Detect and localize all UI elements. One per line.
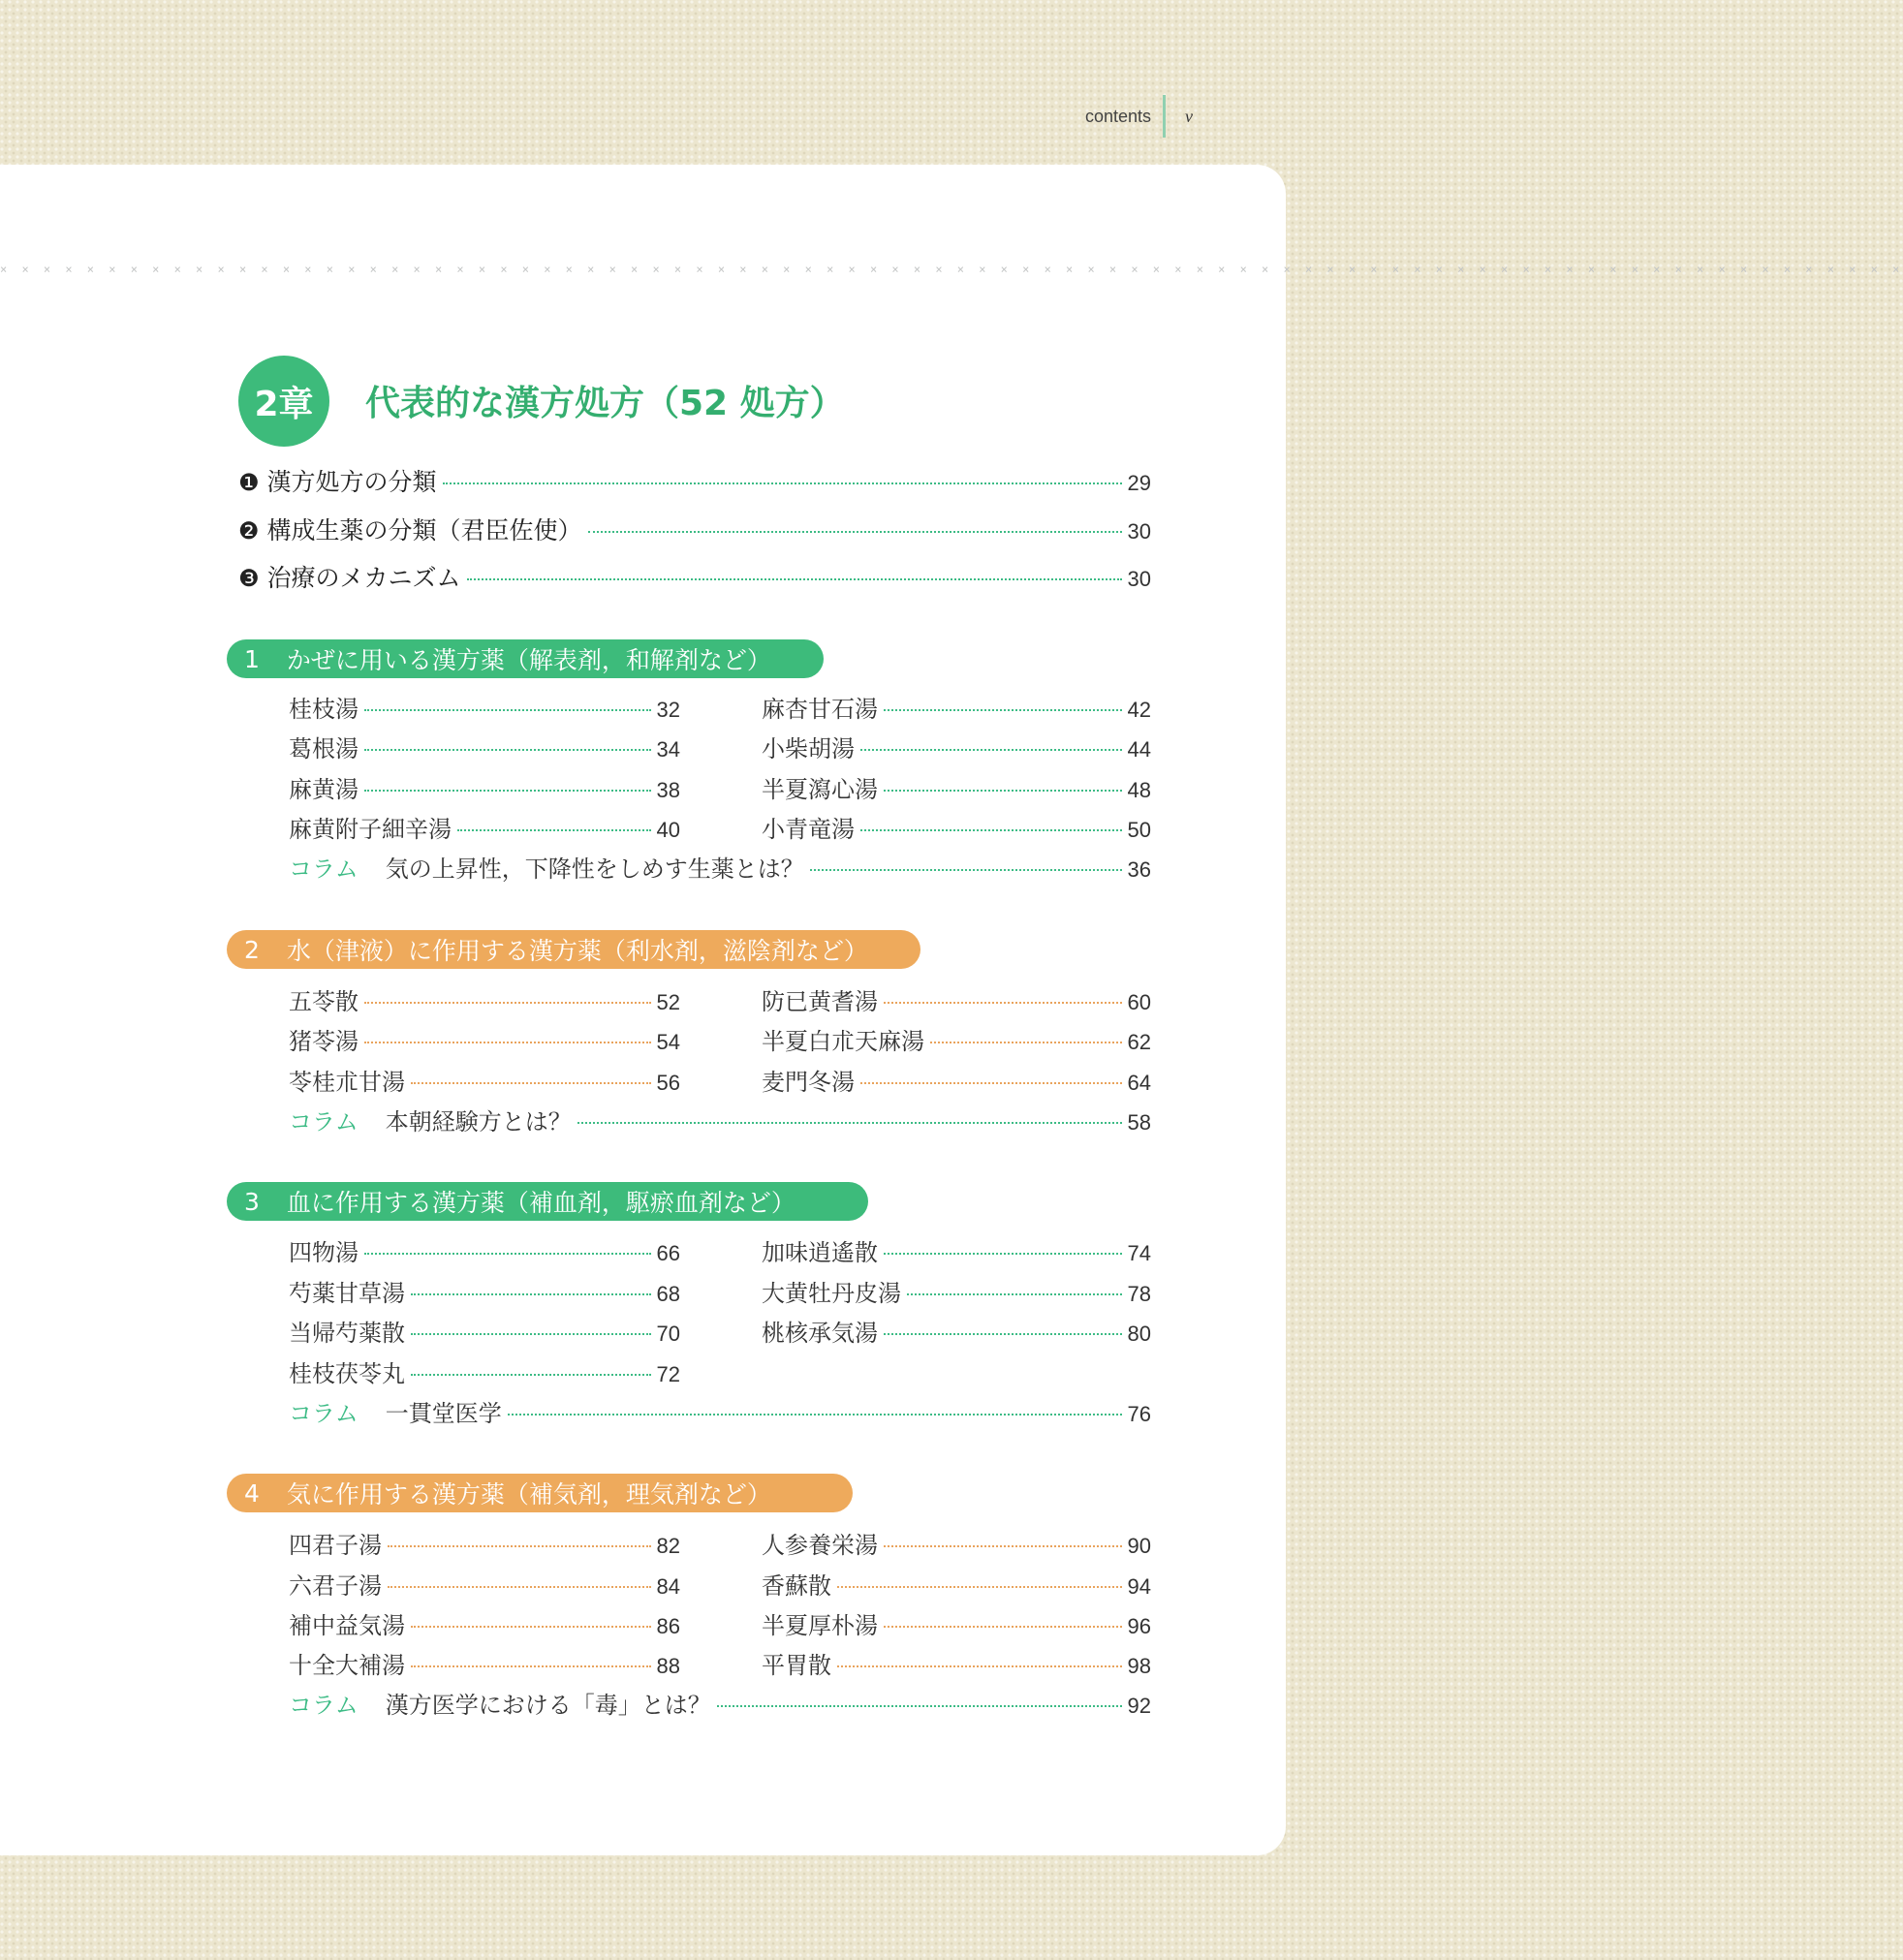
entry-title: 治療のメカニズム bbox=[266, 564, 461, 592]
column-page: 76 bbox=[1127, 1402, 1151, 1426]
entry-title: 漢方処方の分類 bbox=[266, 468, 437, 496]
dot-leader bbox=[467, 578, 1122, 580]
section-number: 3 bbox=[244, 1187, 260, 1216]
prescription-name: 香蘇散 bbox=[762, 1572, 831, 1600]
prescription-entry[interactable] bbox=[762, 1063, 1151, 1097]
prescription-page: 90 bbox=[1127, 1534, 1151, 1558]
dot-leader bbox=[508, 1414, 1122, 1416]
dot-leader bbox=[364, 1002, 651, 1004]
entry-number: ❶ bbox=[238, 469, 260, 496]
column-title: 一貫堂医学 bbox=[385, 1400, 502, 1427]
prescription-page: 42 bbox=[1127, 698, 1151, 722]
prescription-entry[interactable] bbox=[762, 1314, 1151, 1348]
section-heading[interactable] bbox=[227, 1474, 853, 1512]
prescription-page: 50 bbox=[1127, 818, 1151, 842]
prescription-name: 麻杏甘石湯 bbox=[762, 696, 878, 723]
prescription-page: 84 bbox=[656, 1574, 680, 1599]
prescription-entry[interactable] bbox=[762, 1567, 1151, 1601]
running-head-label: contents bbox=[1085, 106, 1152, 126]
prescription-page: 32 bbox=[656, 698, 680, 722]
prescription-page: 78 bbox=[1127, 1282, 1151, 1306]
prescription-entry[interactable] bbox=[289, 1233, 680, 1267]
entry-page: 30 bbox=[1127, 567, 1151, 591]
dot-leader bbox=[411, 1626, 651, 1628]
section-number: 4 bbox=[244, 1478, 260, 1508]
dot-leader bbox=[930, 1042, 1122, 1043]
prescription-entry[interactable] bbox=[762, 1022, 1151, 1056]
prescription-entry[interactable] bbox=[762, 690, 1151, 724]
prescription-page: 44 bbox=[1127, 737, 1151, 762]
prescription-page: 98 bbox=[1127, 1654, 1151, 1678]
prescription-entry[interactable] bbox=[289, 810, 680, 844]
column-entry[interactable] bbox=[289, 1686, 1151, 1720]
dot-leader bbox=[411, 1082, 651, 1084]
dot-leader bbox=[577, 1122, 1122, 1124]
dot-leader bbox=[588, 531, 1122, 533]
prescription-page: 74 bbox=[1127, 1241, 1151, 1265]
prescription-entry[interactable] bbox=[289, 1354, 680, 1388]
column-page: 58 bbox=[1127, 1110, 1151, 1135]
prescription-entry[interactable] bbox=[289, 1063, 680, 1097]
prescription-entry[interactable] bbox=[289, 982, 680, 1016]
prescription-page: 34 bbox=[656, 737, 680, 762]
prescription-page: 80 bbox=[1127, 1322, 1151, 1346]
toc-entry[interactable] bbox=[238, 463, 1151, 498]
column-entry[interactable] bbox=[289, 850, 1151, 884]
prescription-page: 82 bbox=[656, 1534, 680, 1558]
column-label: コラム bbox=[289, 1400, 359, 1427]
dot-leader bbox=[860, 829, 1122, 831]
column-page: 92 bbox=[1127, 1694, 1151, 1718]
column-title: 気の上昇性，下降性をしめす生薬とは？ bbox=[385, 856, 804, 883]
prescription-page: 86 bbox=[656, 1614, 680, 1638]
prescription-page: 72 bbox=[656, 1362, 680, 1386]
prescription-name: 麻黄湯 bbox=[289, 776, 359, 803]
dot-leader bbox=[717, 1705, 1122, 1707]
prescription-name: 十全大補湯 bbox=[289, 1652, 405, 1679]
section-number: 2 bbox=[244, 935, 260, 964]
prescription-page: 96 bbox=[1127, 1614, 1151, 1638]
prescription-entry[interactable] bbox=[289, 1606, 680, 1640]
prescription-entry[interactable] bbox=[289, 1646, 680, 1680]
column-label: コラム bbox=[289, 1692, 359, 1719]
prescription-entry[interactable] bbox=[762, 1606, 1151, 1640]
entry-page: 30 bbox=[1127, 519, 1151, 544]
dot-leader bbox=[388, 1545, 651, 1547]
prescription-name: 小柴胡湯 bbox=[762, 735, 855, 762]
column-title: 漢方医学における「毒」とは？ bbox=[385, 1692, 711, 1719]
prescription-name: 半夏厚朴湯 bbox=[762, 1612, 878, 1639]
dot-leader bbox=[411, 1333, 651, 1335]
prescription-name: 五苓散 bbox=[289, 988, 359, 1015]
prescription-page: 60 bbox=[1127, 990, 1151, 1014]
column-title: 本朝経験方とは？ bbox=[385, 1108, 572, 1136]
prescription-name: 半夏瀉心湯 bbox=[762, 776, 878, 803]
dot-leader bbox=[364, 1253, 651, 1255]
dot-leader bbox=[860, 1082, 1122, 1084]
section-heading[interactable] bbox=[227, 1182, 868, 1221]
column-label: コラム bbox=[289, 1108, 359, 1136]
prescription-name: 猪苓湯 bbox=[289, 1028, 359, 1055]
running-head bbox=[1085, 95, 1193, 138]
prescription-entry[interactable] bbox=[289, 730, 680, 763]
prescription-page: 62 bbox=[1127, 1030, 1151, 1054]
prescription-name: 麻黄附子細辛湯 bbox=[289, 816, 452, 843]
toc-entry[interactable] bbox=[238, 512, 1151, 546]
dot-leader bbox=[411, 1293, 651, 1295]
section-title: 血に作用する漢方薬（補血剤，駆瘀血剤など） bbox=[286, 1189, 796, 1217]
dot-leader bbox=[884, 709, 1122, 711]
dot-leader bbox=[884, 1002, 1122, 1004]
dot-leader bbox=[837, 1665, 1122, 1667]
prescription-entry[interactable] bbox=[762, 810, 1151, 844]
section-title: かぜに用いる漢方薬（解表剤，和解剤など） bbox=[286, 646, 771, 674]
dot-leader bbox=[364, 1042, 651, 1043]
prescription-name: 半夏白朮天麻湯 bbox=[762, 1028, 924, 1055]
prescription-name: 平胃散 bbox=[762, 1652, 831, 1679]
prescription-name: 苓桂朮甘湯 bbox=[289, 1069, 405, 1096]
dot-leader bbox=[907, 1293, 1122, 1295]
prescription-name: 当帰芍薬散 bbox=[289, 1320, 405, 1347]
page-number: v bbox=[1185, 106, 1194, 126]
column-label: コラム bbox=[289, 856, 359, 883]
prescription-name: 四物湯 bbox=[289, 1239, 359, 1266]
dot-leader bbox=[457, 829, 651, 831]
prescription-name: 芍薬甘草湯 bbox=[289, 1280, 405, 1307]
prescription-page: 66 bbox=[656, 1241, 680, 1265]
column-entry[interactable] bbox=[289, 1394, 1151, 1428]
section-heading[interactable] bbox=[227, 639, 824, 678]
section-heading[interactable] bbox=[227, 930, 920, 969]
prescription-name: 大黄牡丹皮湯 bbox=[762, 1280, 901, 1307]
column-entry[interactable] bbox=[289, 1103, 1151, 1136]
dot-leader bbox=[884, 1253, 1122, 1255]
entry-number: ❸ bbox=[238, 565, 260, 592]
prescription-entry[interactable] bbox=[289, 1022, 680, 1056]
prescription-entry[interactable] bbox=[762, 770, 1151, 804]
prescription-name: 桂枝茯苓丸 bbox=[289, 1360, 405, 1387]
section-title: 水（津液）に作用する漢方薬（利水剤，滋陰剤など） bbox=[286, 937, 868, 965]
prescription-name: 補中益気湯 bbox=[289, 1612, 405, 1639]
chapter-badge: 2章 bbox=[238, 356, 329, 447]
dot-leader bbox=[837, 1586, 1122, 1588]
prescription-name: 麦門冬湯 bbox=[762, 1069, 855, 1096]
prescription-entry[interactable] bbox=[762, 1274, 1151, 1308]
prescription-page: 56 bbox=[656, 1071, 680, 1095]
prescription-page: 64 bbox=[1127, 1071, 1151, 1095]
prescription-page: 52 bbox=[656, 990, 680, 1014]
dot-leader bbox=[884, 1545, 1122, 1547]
prescription-page: 48 bbox=[1127, 778, 1151, 802]
entry-page: 29 bbox=[1127, 471, 1151, 495]
dot-leader bbox=[884, 1333, 1122, 1335]
prescription-entry[interactable] bbox=[289, 1274, 680, 1308]
dot-leader bbox=[388, 1586, 651, 1588]
prescription-entry[interactable] bbox=[289, 1526, 680, 1560]
prescription-page: 40 bbox=[656, 818, 680, 842]
prescription-name: 桃核承気湯 bbox=[762, 1320, 878, 1347]
chapter-title: 代表的な漢方処方（52 処方） bbox=[365, 384, 845, 423]
dot-leader bbox=[411, 1665, 651, 1667]
prescription-page: 38 bbox=[656, 778, 680, 802]
prescription-page: 94 bbox=[1127, 1574, 1151, 1599]
prescription-name: 加味逍遙散 bbox=[762, 1239, 878, 1266]
prescription-entry[interactable] bbox=[762, 1526, 1151, 1560]
prescription-name: 小青竜湯 bbox=[762, 816, 855, 843]
toc-entry[interactable] bbox=[238, 559, 1151, 594]
dot-leader bbox=[411, 1374, 651, 1376]
prescription-entry[interactable] bbox=[289, 770, 680, 804]
dot-leader bbox=[884, 1626, 1122, 1628]
dot-leader bbox=[810, 869, 1122, 871]
prescription-entry[interactable] bbox=[289, 1314, 680, 1348]
prescription-entry[interactable] bbox=[289, 1567, 680, 1601]
dot-leader bbox=[443, 482, 1122, 484]
decorative-divider: × × × × × × × × × × × × × × × × × × × × × × × × × × × × × × × × × × × × × × × × × × × × × × × × × × × × × × × × × × × × × × × × × × × × × × × × × × × × × × × × × × × × × × × × bbox=[0, 263, 1903, 276]
entry-title: 構成生薬の分類（君臣佐使） bbox=[266, 516, 582, 544]
prescription-page: 88 bbox=[656, 1654, 680, 1678]
prescription-entry[interactable] bbox=[762, 1646, 1151, 1680]
dot-leader bbox=[364, 790, 651, 792]
prescription-name: 四君子湯 bbox=[289, 1532, 382, 1559]
prescription-page: 68 bbox=[656, 1282, 680, 1306]
prescription-name: 防已黄耆湯 bbox=[762, 988, 878, 1015]
prescription-name: 葛根湯 bbox=[289, 735, 359, 762]
column-page: 36 bbox=[1127, 857, 1151, 882]
prescription-name: 人参養栄湯 bbox=[762, 1532, 878, 1559]
dot-leader bbox=[364, 709, 651, 711]
prescription-name: 桂枝湯 bbox=[289, 696, 359, 723]
dot-leader bbox=[860, 749, 1122, 751]
prescription-page: 70 bbox=[656, 1322, 680, 1346]
prescription-entry[interactable] bbox=[289, 690, 680, 724]
prescription-entry[interactable] bbox=[762, 730, 1151, 763]
prescription-page: 54 bbox=[656, 1030, 680, 1054]
entry-number: ❷ bbox=[238, 517, 260, 544]
prescription-entry[interactable] bbox=[762, 982, 1151, 1016]
section-number: 1 bbox=[244, 644, 260, 673]
dot-leader bbox=[884, 790, 1122, 792]
dot-leader bbox=[364, 749, 651, 751]
section-title: 気に作用する漢方薬（補気剤，理気剤など） bbox=[286, 1480, 771, 1509]
prescription-name: 六君子湯 bbox=[289, 1572, 382, 1600]
prescription-entry[interactable] bbox=[762, 1233, 1151, 1267]
